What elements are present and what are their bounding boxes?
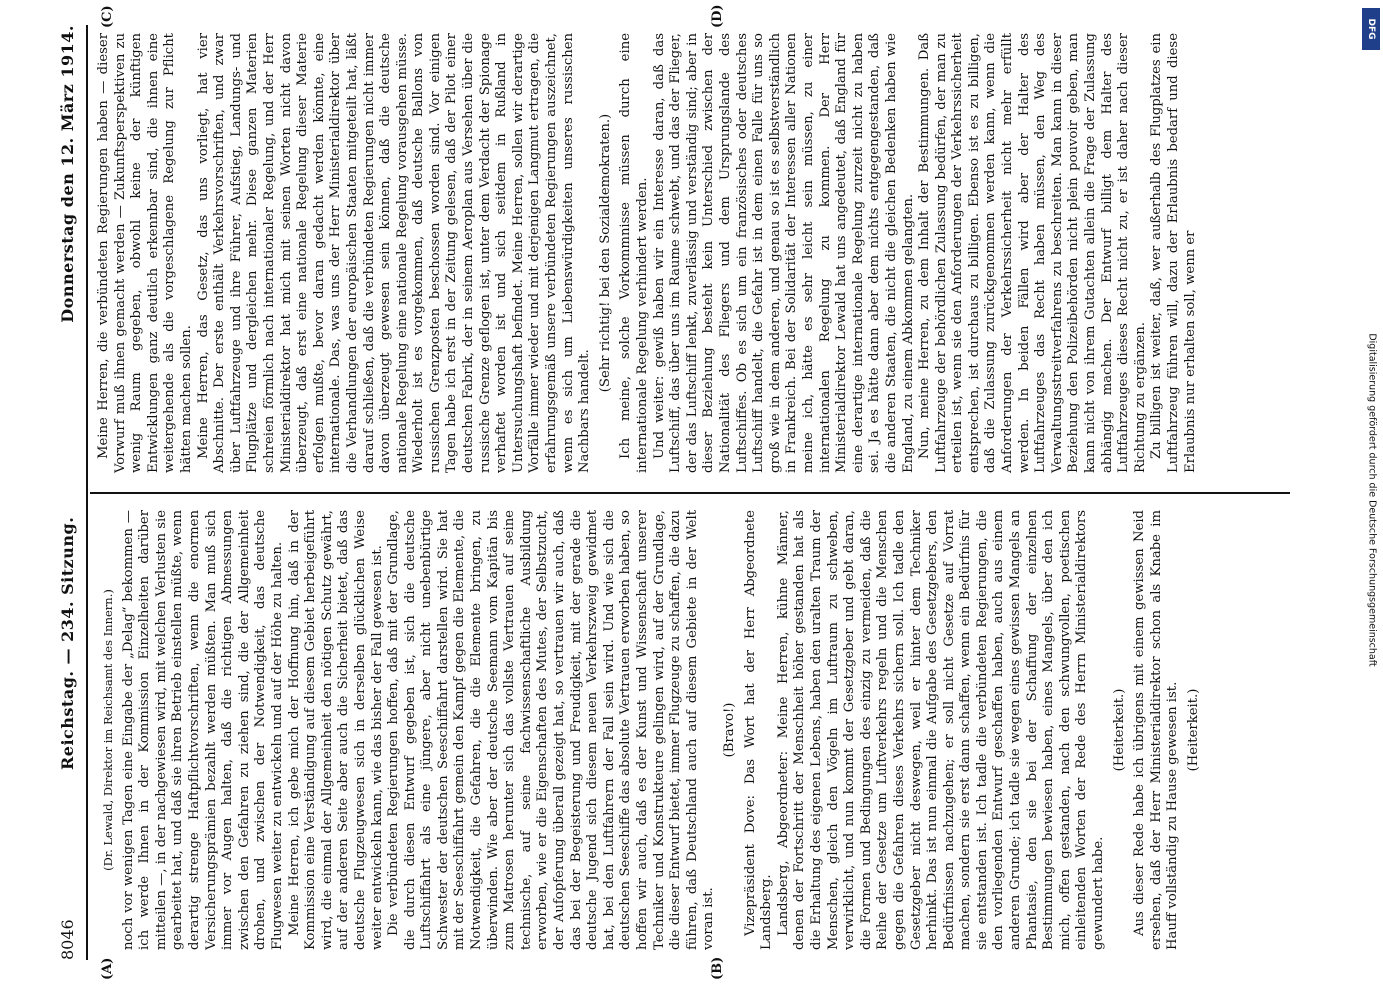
margin-marker-b: (B) (710, 956, 725, 980)
paragraph: Zu billigen ist weiter, daß, wer außerhalb des Flugplatzes ein Luftfahrzeug führen will, dazu der Erlaubnis bedarf und diese Erlaubnis nur erhalten soll, wenn er (1149, 33, 1198, 473)
digitization-credit: Digitalisierung gefördert durch die Deutsche Forschungsgemeinschaft (1366, 333, 1378, 667)
page-number: 8046 (58, 919, 77, 960)
dfg-logo-text: DFG (1366, 18, 1376, 40)
page-header (54, 25, 82, 960)
bravo-note: (Bravo!) (721, 702, 737, 758)
speaker-note: (Dr. Lewald, Direktor im Reichsamt des Innern.) (101, 589, 115, 871)
header-left-title: Reichstag. — 234. Sitzung. (58, 516, 77, 770)
column-divider (90, 493, 1290, 495)
left-column (96, 510, 1207, 950)
applause-note: (Sehr richtig! bei den Sozialdemokraten.) (597, 113, 613, 393)
margin-marker-c: (C) (100, 5, 115, 28)
paragraph: Meine Herren, die verbündeten Regierungen haben — dieser Vorwurf muß ihnen gemacht werden — Zukunftsperspektiven zu wenig Raum gegeben, obwohl keine der künftigen Entwicklungen ganz deutlich erkennbar sind, die ihnen eine weitergehende als die vorgeschlagene Regelung zur Pflicht hätten machen sollen. (96, 33, 194, 473)
paragraph: Aus dieser Rede habe ich übrigens mit einem gewissen Neid ersehen, daß der Herr Ministerialdirektor schon als Knabe im Hauff vollständig zu Hause gewesen ist. (1132, 510, 1181, 950)
header-rule (86, 25, 88, 960)
laughter-note: (Heiterkeit.) (1111, 688, 1127, 772)
margin-marker-a: (A) (100, 957, 115, 980)
paragraph: Ich meine, solche Vorkommnisse müssen durch eine internationale Regelung verhindert werden. (618, 33, 650, 473)
paragraph: Und weiter: gewiß haben wir ein Interesse daran, daß das Luftschiff, das über uns im Raume schwebt, und das der Flieger, der das Luftschiff lenkt, zuverlässig und verständig sind; aber in dieser Beziehung besteht kein Unterschied zwischen der Nationalität des Fliegers und dem Ursprungslande des Luftschiffes. Ob es sich um ein französisches oder deutsches Luftschiff handelt, die Gefahr ist in dem einen Falle für uns so groß wie in dem anderen, und genau so ist es selbstverständlich in Frankreich. Bei der Solidarität der Interessen aller Nationen meine ich, hätte es sehr leicht sein müssen, zu einer internationalen Regelung zu kommen. Der Herr Ministerialdirektor Lewald hat uns angedeutet, daß England für eine derartige internationale Regelung zurzeit nicht zu haben sei. Ja es hätte dann aber dem nichts entgegengestanden, daß die anderen Staaten, die nicht die gleichen Bedenken haben wie England, zu einem Abkommen gelangten. (651, 33, 916, 473)
document-page (40, 0, 1340, 1000)
margin-marker-d: (D) (710, 4, 725, 28)
paragraph: Nun, meine Herren, zu dem Inhalt der Bestimmungen. Daß Luftfahrzeuge der behördlichen Zulassung bedürfen, der man zu erteilen ist, wenn sie den Anforderungen der Verkehrssicherheit entsprechen, ist durchaus zu billigen. Ebenso ist es zu billigen, daß die Zulassung zurückgenommen werden kann, wenn die Anforderungen der Verkehrssicherheit nicht mehr erfüllt werden. In beiden Fällen wird aber der Halter des Luftfahrzeuges das Recht haben müssen, den Weg des Verwaltungsstreitverfahrens zu beschreiten. Man kann in dieser Beziehung den Polizeibehörden nicht plein pouvoir geben, man kann nicht von ihrem Gutachten allein die Frage der Zulassung abhängig machen. Der Entwurf billigt dem Halter des Luftfahrzeuges dieses Recht nicht zu, er ist daher nach dieser Richtung zu ergänzen. (917, 33, 1148, 473)
laughter-note: (Heiterkeit.) (1186, 688, 1201, 772)
right-column (96, 33, 1199, 473)
paragraph: Landsberg, Abgeordneter: Meine Herren, kühne Männer, denen der Fortschritt der Menschheit höher gestanden hat als die Erhaltung des eigenen Lebens, haben den uralten Traum der Menschen, gleich den Vögeln im Luftraum zu schweben, verwirklicht, und nun kommt der Gesetzgeber und gebt daran, die Formen und Bedingungen des einzig zu vermeiden, daß die Reihe der Gesetze um Luftverkehrs regeln und die Menschen gegen die Gefahren dieses Verkehrs sichern soll. Ich tadle den Gesetzgeber nicht deswegen, weil er hinter dem Techniker herhinkt. Das ist nun einmal die Aufgabe des Gesetzgebers, den Bedürfnissen nachzugehen; er soll nicht Gesetze auf Vorrat machen, sondern sie erst dann schaffen, wenn ein Bedürfnis für sie entstanden ist. Ich tadle die verbündeten Regierungen, die den vorliegenden Entwurf geschaffen haben, auch aus einem anderen Grunde; ich tadle sie wegen eines gewissen Mangels an Phantasie, den sie bei der Schaffung der einzelnen Bestimmungen bewiesen haben, eines Mangels, über den ich mich, offen gestanden, nach den schwungvollen, poetischen einleitenden Worten der Rede des Herrn Ministerialdirektors gewundert habe. (775, 510, 1107, 950)
paragraph: Die verbündeten Regierungen hoffen, daß mit der Grundlage, die durch diesen Entwurf gegeben ist, sich die deutsche Luftschiffahrt als eine jüngere, aber nicht unebenbürtige Schwester der deutschen Seeschiffahrt darstellen wird. Sie hat mit der Seeschiffahrt gemein den Kampf gegen die Elemente, die Notwendigkeit, die Gefahren, die die Elemente bringen, zu überwinden. Wie aber der deutsche Seemann vom Kapitän bis zum Matrosen herunter sich das vollste Vertrauen auf seine technische, auf seine fachwissenschaftliche Ausbildung erworben, wie er die Eigenschaften des Mutes, der Selbstzucht, der Aufopferung überall gezeigt hat, so vertrauen wir auch, daß das bei der Begeisterung und Freudigkeit, mit der gerade die deutsche Jugend sich diesem neuen Verkehrszweig gewidmet hat, bei den Luftfahrern der Fall sein wird. Und wie sich die deutschen Seeschiffe das absolute Vertrauen erworben haben, so hoffen wir auch, daß es der Kunst und Wissenschaft unserer Techniker und Konstrukteure gelingen wird, auf der Grundlage, die dieser Entwurf bietet, immer Flugzeuge zu schaffen, die dazu führen, daß Deutschland auch auf diesem Gebiete in der Welt voran ist. (386, 510, 717, 950)
paragraph: Vizepräsident Dove: Das Wort hat der Herr Abgeordnete Landsberg. (742, 510, 775, 950)
header-right-title: Donnerstag den 12. März 1914. (58, 25, 77, 323)
paragraph: Meine Herren, ich gebe mich der Hoffnung hin, daß in der Kommission eine Verständigung auf diesem Gebiet herbeigeführt wird, die einmal der Allgemeinheit den nötigen Schutz gewährt, auf der anderen Seite aber auch die Sicherheit bietet, daß das deutsche Flugzeugwesen sich in derselben glücklichen Weise weiter entwickeln kann, wie das bisher der Fall gewesen ist. (286, 510, 385, 950)
paragraph: Meine Herren, das Gesetz, das uns vorliegt, hat vier Abschnitte. Der erste enthält Verkehrsvorschriften, und zwar über Luftfahrzeuge und ihre Führer, Aufstieg, Landungs- und Flugplätze und dergleichen mehr. Diese ganzen Materien schreien förmlich nach internationaler Regelung, und der Herr Ministerialdirektor hat mich mit seinen Worten nicht davon überzeugt, daß erst eine nationale Regelung dieser Materie erfolgen mußte, bevor daran gedacht werden könnte, eine internationale. Das, was uns der Herr Ministerialdirektor über die Verhandlungen der europäischen Staaten mitgeteilt hat, läßt darauf schließen, daß die verbündeten Regierungen nicht immer davon überzeugt gewesen sein können, daß die deutsche nationale Regelung eine nationale Regelung vorausgehen müsse. Wiederholt ist es vorgekommen, daß deutsche Ballons von russischen Grenzposten beschossen worden sind. Vor einigen Tagen habe ich erst in der Zeitung gelesen, daß der Pilot einer deutschen Fabrik, der in seinem Aeroplan aus Versehen über die russische Grenze geflogen ist, unter dem Verdacht der Spionage verhaftet worden ist und sich seitdem in Rußland in Untersuchungshaft befindet. Meine Herren, sollen wir derartige Vorfälle immer wieder und mit derjenigen Langmut ertragen, die erfahrungsgemäß unsere verbündeten Regierungen auszeichnet, wenn es sich um Liebenswürdigkeiten unseres russischen Nachbars handelt. (195, 33, 593, 473)
dfg-logo (1362, 8, 1380, 50)
paragraph: noch vor wenigen Tagen eine Eingabe der „Delag“ bekommen — ich werde Ihnen in der Kommission Einzelheiten darüber mitteilen —, in der nachgewiesen wird, mit welchen Verlusten sie gearbeitet hat, und daß sie ihren Betrieb einstellen müßte, wenn derartig strenge Haftpflichtvorschriften, wenn die enormen Versicherungsprämien bezahlt werden müßten. Man muß sich immer vor Augen halten, daß die richtigen Abmessungen zwischen den Gefahren zu ziehen sind, die der Allgemeinheit drohen, und zwischen der Notwendigkeit, das deutsche Flugwesen weiter zu entwickeln und auf der Höhe zu halten. (120, 510, 285, 950)
